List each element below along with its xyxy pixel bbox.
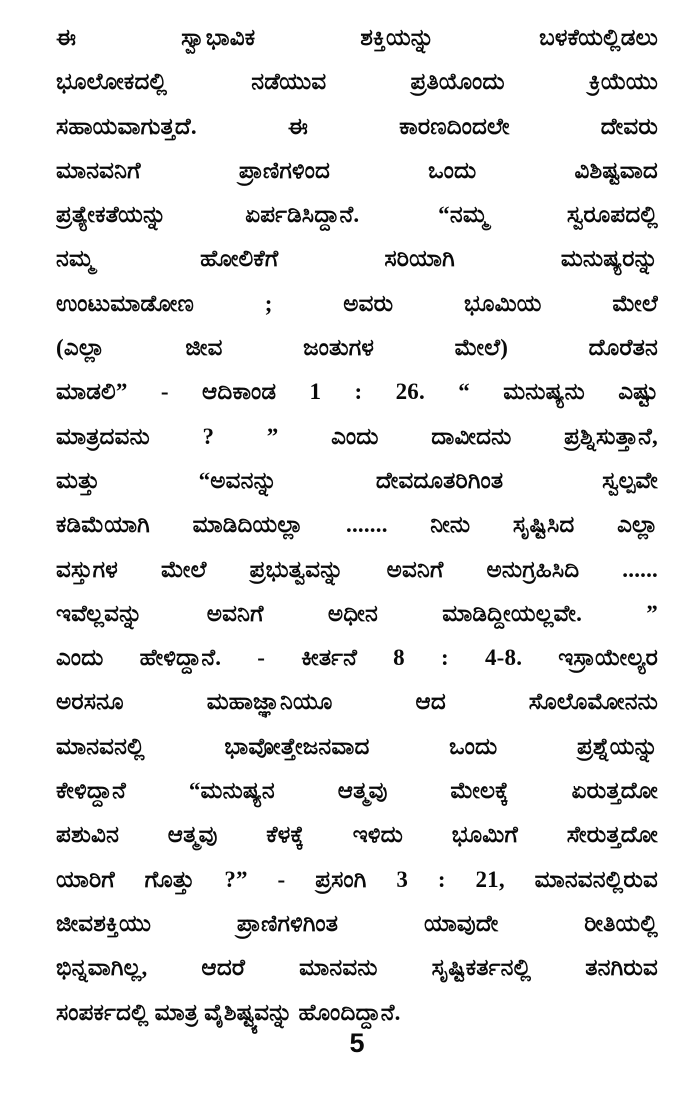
text-line: ಅರಸನೂ ಮಹಾಜ್ಞಾನಿಯೂ ಆದ ಸೊಲೊಮೋನನು	[56, 689, 658, 715]
text-line: ಯಾರಿಗೆ ಗೊತ್ತು ?” - ಪ್ರಸಂಗಿ 3 : 21, ಮಾನವನಲ್ಲಿರುವ	[56, 866, 658, 892]
text-line: ಎಂದು ಹೇಳಿದ್ದಾನೆ. - ಕೀರ್ತನೆ 8 : 4-8. ಇಸ್ರಾಯೇಲ್ಯರ	[56, 645, 658, 671]
text-line: ಮಾನವನಿಗೆ ಪ್ರಾಣಿಗಳಿಂದ ಒಂದು ವಿಶಿಷ್ಟವಾದ	[56, 157, 658, 183]
text-line: ಪಶುವಿನ ಆತ್ಮವು ಕೆಳಕ್ಕೆ ಇಳಿದು ಭೂಮಿಗೆ ಸೇರುತ್ತದೋ	[56, 822, 658, 848]
text-line: ಮತ್ತು “ಅವನನ್ನು ದೇವದೂತರಿಗಿಂತ ಸ್ವಲ್ಪವೇ	[56, 467, 658, 493]
text-line: ಭೂಲೋಕದಲ್ಲಿ ನಡೆಯುವ ಪ್ರತಿಯೊಂದು ಕ್ರಿಯೆಯು	[56, 69, 658, 95]
text-line: ವಸ್ತುಗಳ ಮೇಲೆ ಪ್ರಭುತ್ವವನ್ನು ಅವನಿಗೆ ಅನುಗ್ರಹಿಸಿದಿ ......	[56, 556, 658, 582]
text-line: ನಮ್ಮ ಹೋಲಿಕೆಗೆ ಸರಿಯಾಗಿ ಮನುಷ್ಯರನ್ನು	[56, 246, 658, 272]
text-line: ಸಂಪರ್ಕದಲ್ಲಿ ಮಾತ್ರ ವೈಶಿಷ್ಟ್ಯವನ್ನು ಹೊಂದಿದ್ದಾನೆ.	[56, 999, 401, 1025]
text-line: ಕಡಿಮೆಯಾಗಿ ಮಾಡಿದಿಯಲ್ಲಾ ....... ನೀನು ಸೃಷ್ಟಿಸಿದ ಎಲ್ಲಾ	[56, 512, 658, 538]
text-line: ಜೀವಶಕ್ತಿಯು ಪ್ರಾಣಿಗಳಿಗಿಂತ ಯಾವುದೇ ರೀತಿಯಲ್ಲಿ	[56, 910, 658, 936]
text-line: ಮಾತ್ರದವನು ? ” ಎಂದು ದಾವೀದನು ಪ್ರಶ್ನಿಸುತ್ತಾನೆ,	[56, 423, 658, 449]
text-line: ಕೇಳಿದ್ದಾನೆ “ಮನುಷ್ಯನ ಆತ್ಮವು ಮೇಲಕ್ಕೆ ಏರುತ್ತದೋ	[56, 778, 658, 804]
text-line: ಮಾಡಲಿ” - ಆದಿಕಾಂಡ 1 : 26. “ ಮನುಷ್ಯನು ಎಷ್ಟು	[56, 379, 658, 405]
body-text	[56, 16, 658, 1035]
page-footer	[0, 1028, 700, 1100]
text-line: ಮಾನವನಲ್ಲಿ ಭಾವೋತ್ತೇಜನವಾದ ಒಂದು ಪ್ರಶ್ನೆಯನ್ನು	[56, 733, 658, 759]
text-line: ಪ್ರತ್ಯೇಕತೆಯನ್ನು ಏರ್ಪಡಿಸಿದ್ದಾನೆ. “ನಮ್ಮ ಸ್ವರೂಪದಲ್ಲಿ	[56, 202, 658, 228]
text-line: (ಎಲ್ಲಾ ಜೀವ ಜಂತುಗಳ ಮೇಲೆ) ದೊರೆತನ	[56, 335, 658, 361]
text-line: ಭಿನ್ನವಾಗಿಲ್ಲ, ಆದರೆ ಮಾನವನು ಸೃಷ್ಟಿಕರ್ತನಲ್ಲಿ ತನಗಿರುವ	[56, 955, 658, 981]
text-line: ಉಂಟುಮಾಡೋಣ ; ಅವರು ಭೂಮಿಯ ಮೇಲೆ	[56, 290, 658, 316]
text-line: ಈ ಸ್ವಾಭಾವಿಕ ಶಕ್ತಿಯನ್ನು ಬಳಕೆಯಲ್ಲಿಡಲು	[56, 25, 658, 50]
page-number: 5	[349, 1028, 365, 1058]
text-line: ಸಹಾಯವಾಗುತ್ತದೆ. ಈ ಕಾರಣದಿಂದಲೇ ದೇವರು	[56, 113, 658, 139]
text-line: ಇವೆಲ್ಲವನ್ನು ಅವನಿಗೆ ಅಧೀನ ಮಾಡಿದ್ದೀಯಲ್ಲವೇ. ”	[56, 600, 658, 626]
